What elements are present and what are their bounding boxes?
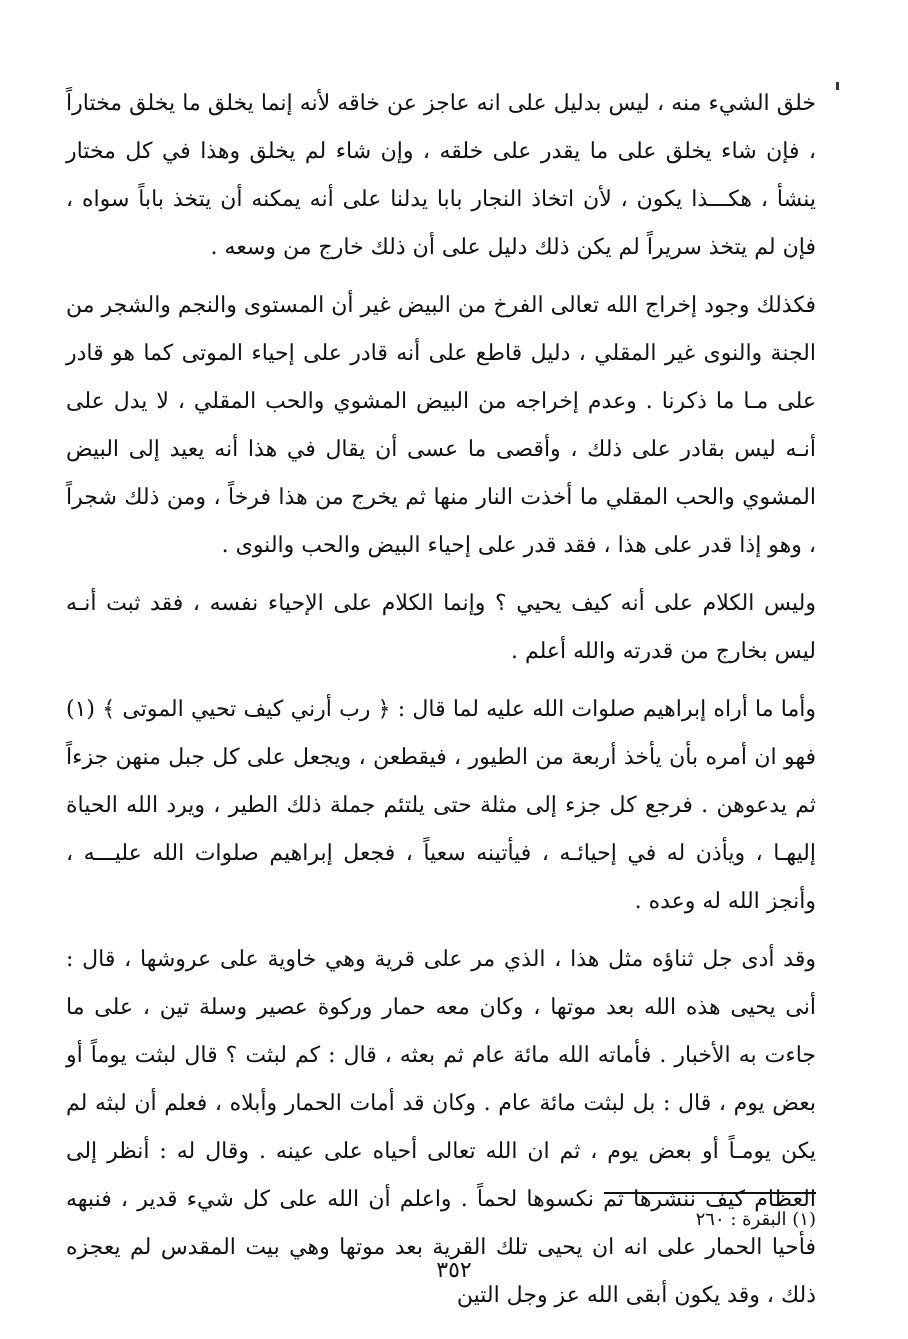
paragraph-4: وأما ما أراه إبراهيم صلوات الله عليه لما قال : ﴿ رب أرني كيف تحيي الموتى ﴾ (١) فهو ان أمره بأن يأخذ أربعة من الطيور ، فيقطعن ، ويجعل على كل جبل منهن جزءاً ثم يدعوهن . فرجع كل جزء إلى مثلة حتى يلتئم جملة ذلك الطير ، ويرد الله الحياة إليهـا ، ويأذن له في إحيائـه ، فيأتينه سعياً ، فجعل إبراهيم صلوات الله عليـــه ، وأنجز الله له وعده . bbox=[66, 697, 816, 914]
paragraph-3: وليس الكلام على أنه كيف يحيي ؟ وإنما الكلام على الإحياء نفسه ، فقد ثبت أنـه ليس بخارج من قدرته والله أعلم . bbox=[66, 591, 816, 664]
page-number: ٣٥٢ bbox=[436, 1258, 472, 1283]
paragraph-5: وقد أدى جل ثناؤه مثل هذا ، الذي مر على قرية وهي خاوية على عروشها ، قال : أنى يحيى هذه الله بعد موتها ، وكان معه حمار وركوة عصير وسلة تين ، على ما جاءت به الأخبار . فأماته الله مائة عام ثم بعثه ، قال : كم لبثت ؟ قال لبثت يوماً أو بعض يوم ، قال : بل لبثت مائة عام . وكان قد أمات الحمار وأبلاه ، فعلم أن لبثه لم يكن يومـاً أو بعض يوم ، ثم ان الله تعالى أحياه على عينه . وقال له : أنظر إلى العظام كيف ننشرها ثم نكسوها لحماً . واعلم أن الله على كل شيء قدير ، فنبهه فأحيا الحمار على انه ان يحيى تلك القرية بعد موتها وهي بيت المقدس لم يعجزه ذلك ، وقد يكون أبقى الله عز وجل التين bbox=[66, 947, 816, 1308]
corner-mark bbox=[836, 82, 839, 90]
main-text bbox=[66, 80, 816, 1330]
footnote: (١) البقرة : ٢٦٠ bbox=[695, 1209, 816, 1230]
footnote-divider bbox=[604, 1192, 816, 1194]
paragraph-2: فكذلك وجود إخراج الله تعالى الفرخ من البيض غير أن المستوى والنجم والشجر من الجنة والنوى غير المقلي ، دليل قاطع على أنه قادر على إحياء الموتى كما هو قادر على مـا ما ذكرنا . وعدم إخراجه من البيض المشوي والحب المقلي ، لا يدل على أنـه ليس بقادر على ذلك ، وأقصى ما عسى أن يقال في هذا أنه يعيد إلى البيض المشوي والحب المقلي ما أخذت النار منها ثم يخرج من هذا فرخاً ، ومن ذلك شجراً ، وهو إذا قدر على هذا ، فقد قدر على إحياء البيض والحب والنوى . bbox=[66, 293, 816, 558]
paragraph-1: خلق الشيء منه ، ليس بدليل على انه عاجز عن خاقه لأنه إنما يخلق ما يخلق مختاراً ، فإن شاء يخلق على ما يقدر على خلقه ، وإن شاء لم يخلق وهذا في كل مختار ينشأ ، هكـــذا يكون ، لأن اتخاذ النجار بابا يدلنا على أنه يمكنه أن يتخذ باباً سواه ، فإن لم يتخذ سريراً لم يكن ذلك دليل على أن ذلك خارج من وسعه . bbox=[66, 91, 816, 260]
